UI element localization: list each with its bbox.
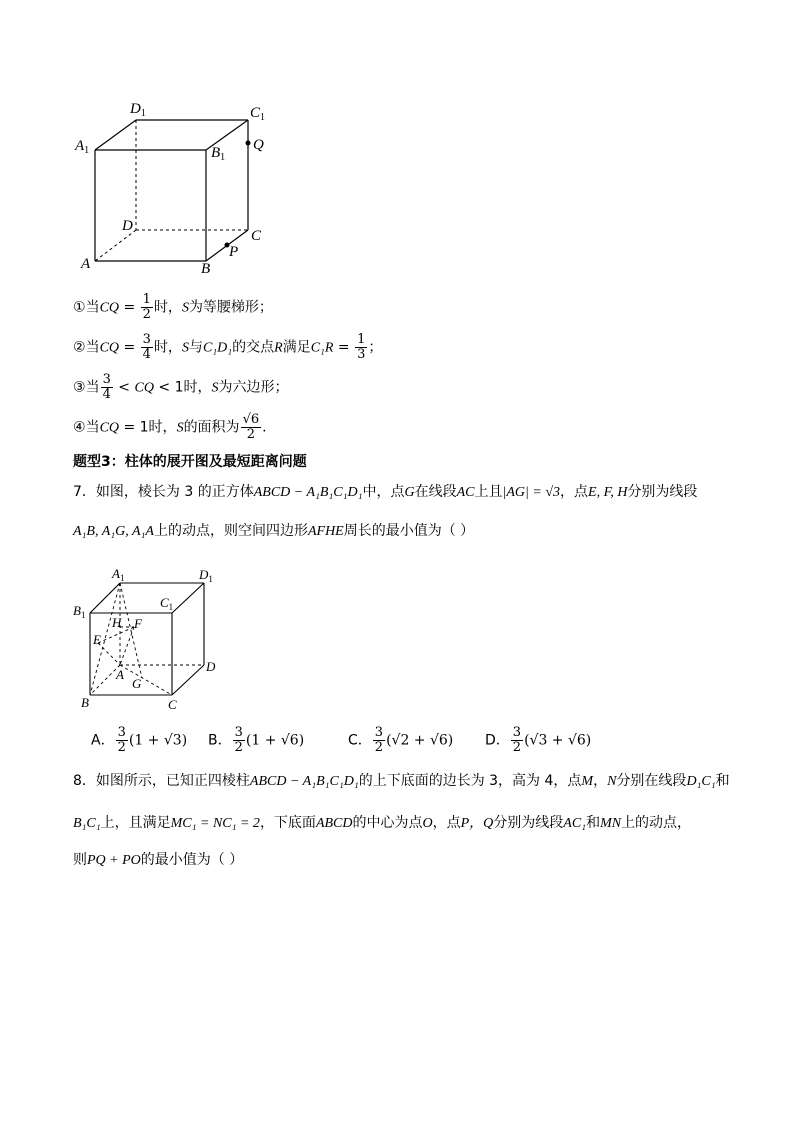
label-P: P bbox=[229, 244, 239, 260]
label-C: C bbox=[251, 228, 262, 244]
label-A1: $A_1$ bbox=[75, 138, 90, 156]
label-B: B bbox=[81, 695, 89, 710]
label-A1: $A_1$ bbox=[112, 566, 125, 583]
label-A: A bbox=[81, 256, 91, 272]
label-H: H bbox=[112, 615, 122, 630]
label-C1: $C_1$ bbox=[160, 595, 174, 612]
q8-line-1: 8．如图所示，已知正四棱柱ABCD − A₁B₁C₁D₁的上下底面的边长为 3，高为 4，点M，N分别在线段D₁C₁和 bbox=[73, 773, 730, 789]
label-D: D bbox=[206, 659, 216, 674]
q7-option-c[interactable]: C． $\frac{3}{2}$ (√2 + √6) bbox=[348, 725, 454, 755]
q8-line-3: 则PQ + PO的最小值为（ ） bbox=[73, 852, 244, 868]
statement-2: ②当CQ = $\frac{3}{4}$ 时，S与C₁D₁的交点R满足C₁R = $\frac{1}{3}$ ； bbox=[73, 332, 383, 362]
label-C1: $C_1$ bbox=[250, 105, 266, 123]
label-D1: $D_1$ bbox=[199, 567, 213, 584]
q7-option-a[interactable]: A． $\frac{3}{2}$ (1 + √3) bbox=[91, 725, 188, 755]
cube-figure-2 bbox=[72, 565, 232, 715]
q7-option-b[interactable]: B． $\frac{3}{2}$ (1 + √6) bbox=[208, 725, 305, 755]
label-A: A bbox=[116, 667, 124, 682]
section-heading: 题型3：柱体的展开图及最短距离问题 bbox=[73, 454, 307, 470]
label-D: D bbox=[122, 218, 133, 234]
label-G: G bbox=[132, 676, 142, 691]
cube-figure-1 bbox=[70, 95, 280, 280]
q8-line-2: B₁C₁上，且满足MC₁ = NC₁ = 2，下底面ABCD的中心为点O，点P，Q分别为线段AC₁和MN上的动点， bbox=[73, 815, 692, 831]
label-B1: $B_1$ bbox=[73, 603, 86, 620]
label-Q: Q bbox=[253, 137, 264, 153]
label-F: F bbox=[134, 616, 142, 631]
label-B: B bbox=[201, 261, 211, 277]
statement-3: ③当 $\frac{3}{4}$ < CQ < 1时，S为六边形； bbox=[73, 372, 289, 402]
label-D1: $D_1$ bbox=[130, 101, 146, 119]
statement-4: ④当CQ = 1时，S的面积为 $\frac{√6}{2}$ . bbox=[73, 412, 267, 442]
point-Q bbox=[246, 141, 251, 146]
q7-line-1: 7．如图，棱长为 3 的正方体ABCD − A₁B₁C₁D₁中，点G在线段AC上且|AG| = √3，点E, F, H分别为线段 bbox=[73, 484, 698, 500]
label-E: E bbox=[93, 632, 101, 647]
q7-line-2: A₁B, A₁G, A₁A上的动点，则空间四边形AFHE周长的最小值为（ ） bbox=[73, 523, 475, 539]
statement-1: ①当CQ = $\frac{1}{2}$ 时，S为等腰梯形； bbox=[73, 292, 273, 322]
q7-option-d[interactable]: D． $\frac{3}{2}$ (√3 + √6) bbox=[485, 725, 592, 755]
label-C: C bbox=[168, 697, 177, 712]
label-B1: $B_1$ bbox=[211, 145, 226, 163]
